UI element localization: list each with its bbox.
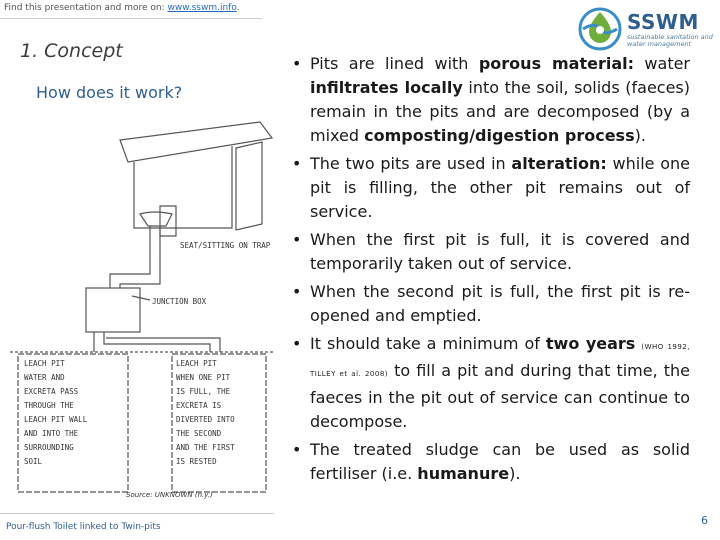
bold-text: porous material: [478,54,635,73]
pit-text-line: AND INTO THE [24,429,79,438]
footer-rule [0,513,274,514]
bullet-item [292,280,690,328]
slide-title: 1. Concept [20,40,123,62]
bullet-text: When the first pit is full, it is covered and temporarily taken out of service. [310,230,690,273]
pit-text-line: IS RESTED [176,457,217,466]
bullet-item [292,52,690,148]
pit-text-line: EXCRETA IS [176,401,222,410]
top-rule [0,18,262,19]
bold-text: composting/digestion process [364,126,635,145]
footer-caption: Pour-flush Toilet linked to Twin-pits [6,522,161,532]
bullet-text: Pits are lined with [310,54,479,73]
citation: (WHO 1992, TILLEY et al. 2008) [310,343,690,378]
top-note [4,3,240,13]
bullet-item [292,332,690,434]
seat-label: SEAT/SITTING ON TRAP [180,241,271,250]
house-door [236,142,262,230]
slide-subtitle: How does it work? [36,83,183,102]
sswm-link[interactable]: www.sswm.info [167,3,237,13]
bullet-item [292,228,690,276]
toilet-bowl [140,212,172,226]
page-number: 6 [701,514,708,527]
bullet-text: The two pits are used in [310,154,512,173]
left-pit-text [24,373,88,466]
bullet-text: It should take a minimum of [310,334,546,353]
left-pit-title: LEACH PIT [24,359,65,368]
pit-text-line: LEACH PIT WALL [24,415,88,424]
pit-text-line: EXCRETA PASS [24,387,79,396]
pit-text-line: THE SECOND [176,429,222,438]
bullet-item [292,152,690,224]
pit-text-line: WATER AND [24,373,65,382]
top-note-text: Find this presentation and more on: [4,3,168,13]
bullet-text: ). [634,126,646,145]
pit-text-line: IS FULL, THE [176,387,231,396]
pit-text-line: AND THE FIRST [176,443,235,452]
pit-text-line: THROUGH THE [24,401,74,410]
bullet-text: water [634,54,691,73]
pit-text-line: SOIL [24,457,43,466]
bold-text: humanure [417,464,510,483]
right-pit-title: LEACH PIT [176,359,217,368]
sswm-logo [577,6,717,52]
bullet-text: The treated sludge can be used as solid fertiliser (i.e. [310,440,690,483]
bullet-text: while one pit is filling, the other pit remains out of service. [310,154,690,221]
sswm-water-drop-logo-icon [577,6,623,52]
right-pit-text [176,373,235,466]
top-note-suffix: . [236,3,240,13]
bullet-item [292,438,690,486]
pit-text-line: SURROUNDING [24,443,74,452]
bold-text: infiltrates locally [310,78,463,97]
junction-box [86,288,140,332]
bullet-text: into the soil, solids (faeces) remain in the pits and are decomposed (by a mixed [310,78,690,145]
pit-text-line: DIVERTED INTO [176,415,235,424]
bullet-text: When the second pit is full, the first pit is re-opened and emptied. [310,282,690,325]
bullet-text: ). [509,464,521,483]
logo-subtitle: sustainable sanitation and water management [627,33,713,48]
bullet-list [292,52,690,490]
twin-pit-sketch [10,118,274,508]
bold-text: alteration: [511,154,607,173]
pit-text-line: WHEN ONE PIT [176,373,231,382]
junction-label: JUNCTION BOX [152,297,207,306]
house-roof [120,122,272,162]
bullet-text: to fill a pit and during that time, the faeces in the pit out of service can continue to decompose. [310,361,691,431]
logo-name: SSWM [627,10,699,34]
figure-source: Source: UNKNOWN (n.y.) [126,491,213,499]
bold-text: two years [545,334,636,353]
